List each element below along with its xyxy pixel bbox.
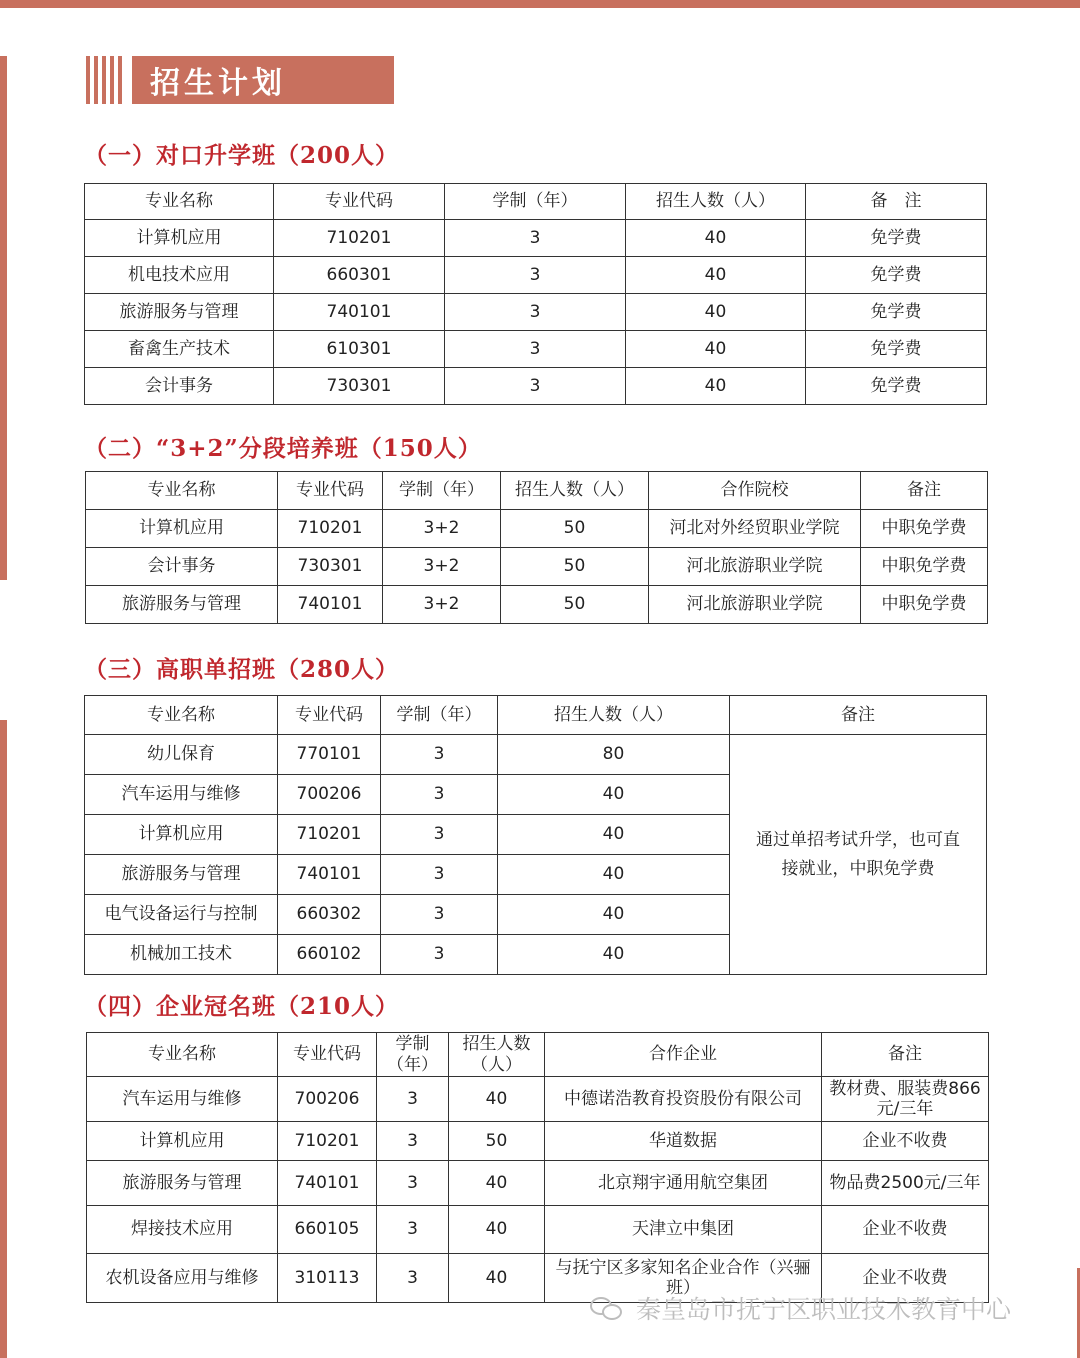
table-cell: 免学费	[806, 294, 987, 331]
section4-title: （四）企业冠名班（210人）	[84, 993, 400, 1020]
table-cell: 免学费	[806, 368, 987, 405]
table-cell: 中职免学费	[861, 586, 988, 624]
table-cell: 计算机应用	[87, 1122, 278, 1161]
table-cell: 3	[377, 1161, 449, 1206]
table-cell: 660301	[274, 257, 445, 294]
table-cell: 与抚宁区多家知名企业合作（兴骊班）	[545, 1254, 822, 1303]
table-cell: 中德诺浩教育投资股份有限公司	[545, 1077, 822, 1122]
table-cell: 企业不收费	[822, 1206, 989, 1254]
table-cell: 40	[626, 294, 806, 331]
header-cell: 备注	[822, 1033, 989, 1077]
table-cell: 40	[449, 1254, 545, 1303]
table-row	[85, 294, 987, 331]
table-cell: 740101	[278, 586, 383, 624]
table-cell: 50	[501, 548, 649, 586]
table-cell: 700206	[278, 1077, 377, 1122]
table-cell: 中职免学费	[861, 510, 988, 548]
header-cell: 招生人数（人）	[626, 184, 806, 220]
table-cell: 免学费	[806, 331, 987, 368]
header-cell: 合作企业	[545, 1033, 822, 1077]
table-row	[85, 735, 987, 775]
banner-stripes	[86, 56, 122, 104]
table-cell: 80	[498, 735, 730, 775]
header-cell: 专业名称	[85, 696, 278, 735]
table-cell: 3	[445, 220, 626, 257]
table-cell: 中职免学费	[861, 548, 988, 586]
header-cell: 专业代码	[278, 472, 383, 510]
table-row	[87, 1206, 989, 1254]
table-cell: 免学费	[806, 220, 987, 257]
table-cell: 3	[377, 1122, 449, 1161]
table-cell: 50	[449, 1122, 545, 1161]
table-cell: 3	[381, 855, 498, 895]
table-cell: 710201	[274, 220, 445, 257]
table-cell: 机电技术应用	[85, 257, 274, 294]
table-cell: 40	[498, 815, 730, 855]
header-cell: 备注	[861, 472, 988, 510]
header-cell: 学制（年）	[445, 184, 626, 220]
table-row	[87, 1122, 989, 1161]
section4-table	[86, 1032, 989, 1303]
table-cell: 660105	[278, 1206, 377, 1254]
header-cell: 招生人数（人）	[501, 472, 649, 510]
table-cell: 740101	[274, 294, 445, 331]
table-row	[85, 257, 987, 294]
table-cell: 40	[498, 775, 730, 815]
table-cell: 50	[501, 586, 649, 624]
header-cell: 专业代码	[278, 1033, 377, 1077]
table-cell: 40	[498, 895, 730, 935]
table-cell: 企业不收费	[822, 1254, 989, 1303]
table-cell: 40	[449, 1206, 545, 1254]
table-cell: 免学费	[806, 257, 987, 294]
table-cell: 3+2	[383, 586, 501, 624]
table-cell: 农机设备应用与维修	[87, 1254, 278, 1303]
table-cell: 3	[445, 368, 626, 405]
header-cell: 专业名称	[86, 472, 278, 510]
table-cell: 3	[445, 294, 626, 331]
table-cell: 700206	[278, 775, 381, 815]
table-cell: 计算机应用	[85, 220, 274, 257]
watermark	[590, 1290, 1011, 1326]
table-row	[86, 510, 988, 548]
table-row	[86, 586, 988, 624]
section2-title: （二）“3+2”分段培养班（150人）	[84, 435, 482, 462]
table-cell: 河北旅游职业学院	[649, 548, 861, 586]
header-cell: 合作院校	[649, 472, 861, 510]
table-header-row	[85, 184, 987, 220]
section1-title: （一）对口升学班（200人）	[84, 142, 400, 169]
table-cell: 河北对外经贸职业学院	[649, 510, 861, 548]
table-cell: 770101	[278, 735, 381, 775]
table-cell: 3	[377, 1077, 449, 1122]
header-cell: 学制（年）	[383, 472, 501, 510]
watermark-text: 秦皇岛市抚宁区职业技术教育中心	[636, 1295, 1012, 1324]
table-cell: 3	[377, 1206, 449, 1254]
top-accent-bar	[0, 0, 1080, 8]
table-cell: 旅游服务与管理	[87, 1161, 278, 1206]
table-cell: 天津立中集团	[545, 1206, 822, 1254]
table-header-row	[87, 1033, 989, 1077]
table-cell: 3	[445, 331, 626, 368]
table-cell: 740101	[278, 855, 381, 895]
table-cell: 教材费、服装费866元/三年	[822, 1077, 989, 1122]
table-cell: 610301	[274, 331, 445, 368]
table-cell: 旅游服务与管理	[86, 586, 278, 624]
header-cell: 学制（年）	[377, 1033, 449, 1077]
left-accent-bar-lower	[0, 720, 7, 1358]
table-cell: 710201	[278, 815, 381, 855]
table-cell: 河北旅游职业学院	[649, 586, 861, 624]
table-row	[86, 548, 988, 586]
table-cell: 计算机应用	[86, 510, 278, 548]
wechat-icon	[590, 1295, 624, 1321]
table-cell: 730301	[278, 548, 383, 586]
table-row	[87, 1077, 989, 1122]
banner-title: 招生计划	[132, 56, 394, 104]
table-header-row	[86, 472, 988, 510]
table-cell: 660302	[278, 895, 381, 935]
table-cell: 40	[626, 368, 806, 405]
table-cell: 740101	[278, 1161, 377, 1206]
header-cell: 备 注	[806, 184, 987, 220]
table-cell: 710201	[278, 1122, 377, 1161]
table-cell: 电气设备运行与控制	[85, 895, 278, 935]
table-cell: 660102	[278, 935, 381, 975]
table-cell: 3	[381, 735, 498, 775]
table-cell: 焊接技术应用	[87, 1206, 278, 1254]
table-cell: 710201	[278, 510, 383, 548]
table-cell: 会计事务	[86, 548, 278, 586]
table-cell: 3	[445, 257, 626, 294]
table-cell: 汽车运用与维修	[85, 775, 278, 815]
table-cell: 50	[501, 510, 649, 548]
left-accent-bar	[0, 56, 7, 580]
table-cell: 310113	[278, 1254, 377, 1303]
table-cell: 40	[626, 220, 806, 257]
section1-table	[84, 183, 987, 405]
section3-title: （三）高职单招班（280人）	[84, 656, 400, 683]
table-cell: 华道数据	[545, 1122, 822, 1161]
table-header-row	[85, 696, 987, 735]
table-row	[85, 331, 987, 368]
section2-table	[85, 471, 988, 624]
header-cell: 专业名称	[87, 1033, 278, 1077]
table-cell: 汽车运用与维修	[87, 1077, 278, 1122]
table-cell: 机械加工技术	[85, 935, 278, 975]
table-cell: 3	[377, 1254, 449, 1303]
header-cell: 学制（年）	[381, 696, 498, 735]
table-row	[85, 220, 987, 257]
table-cell: 3	[381, 815, 498, 855]
header-cell: 招生人数（人）	[449, 1033, 545, 1077]
table-cell: 北京翔宇通用航空集团	[545, 1161, 822, 1206]
table-cell: 畜禽生产技术	[85, 331, 274, 368]
table-cell: 40	[626, 331, 806, 368]
table-cell: 40	[498, 935, 730, 975]
section-banner	[86, 56, 394, 104]
section3-table	[84, 695, 987, 975]
table-cell: 730301	[274, 368, 445, 405]
table-cell: 3	[381, 895, 498, 935]
table-cell: 40	[498, 855, 730, 895]
table-cell: 40	[626, 257, 806, 294]
header-cell: 招生人数（人）	[498, 696, 730, 735]
header-cell: 专业代码	[278, 696, 381, 735]
table-cell: 3	[381, 935, 498, 975]
table-cell: 物品费2500元/三年	[822, 1161, 989, 1206]
table-row	[87, 1161, 989, 1206]
table-cell: 3	[381, 775, 498, 815]
table-cell: 企业不收费	[822, 1122, 989, 1161]
header-cell: 专业名称	[85, 184, 274, 220]
table-cell: 计算机应用	[85, 815, 278, 855]
table-cell: 3+2	[383, 548, 501, 586]
header-cell: 备注	[730, 696, 987, 735]
table-cell: 旅游服务与管理	[85, 294, 274, 331]
note-cell: 通过单招考试升学，也可直接就业，中职免学费	[730, 735, 987, 975]
table-cell: 旅游服务与管理	[85, 855, 278, 895]
table-cell: 40	[449, 1161, 545, 1206]
table-cell: 幼儿保育	[85, 735, 278, 775]
table-row	[85, 368, 987, 405]
header-cell: 专业代码	[274, 184, 445, 220]
table-cell: 3+2	[383, 510, 501, 548]
table-cell: 40	[449, 1077, 545, 1122]
table-cell: 会计事务	[85, 368, 274, 405]
